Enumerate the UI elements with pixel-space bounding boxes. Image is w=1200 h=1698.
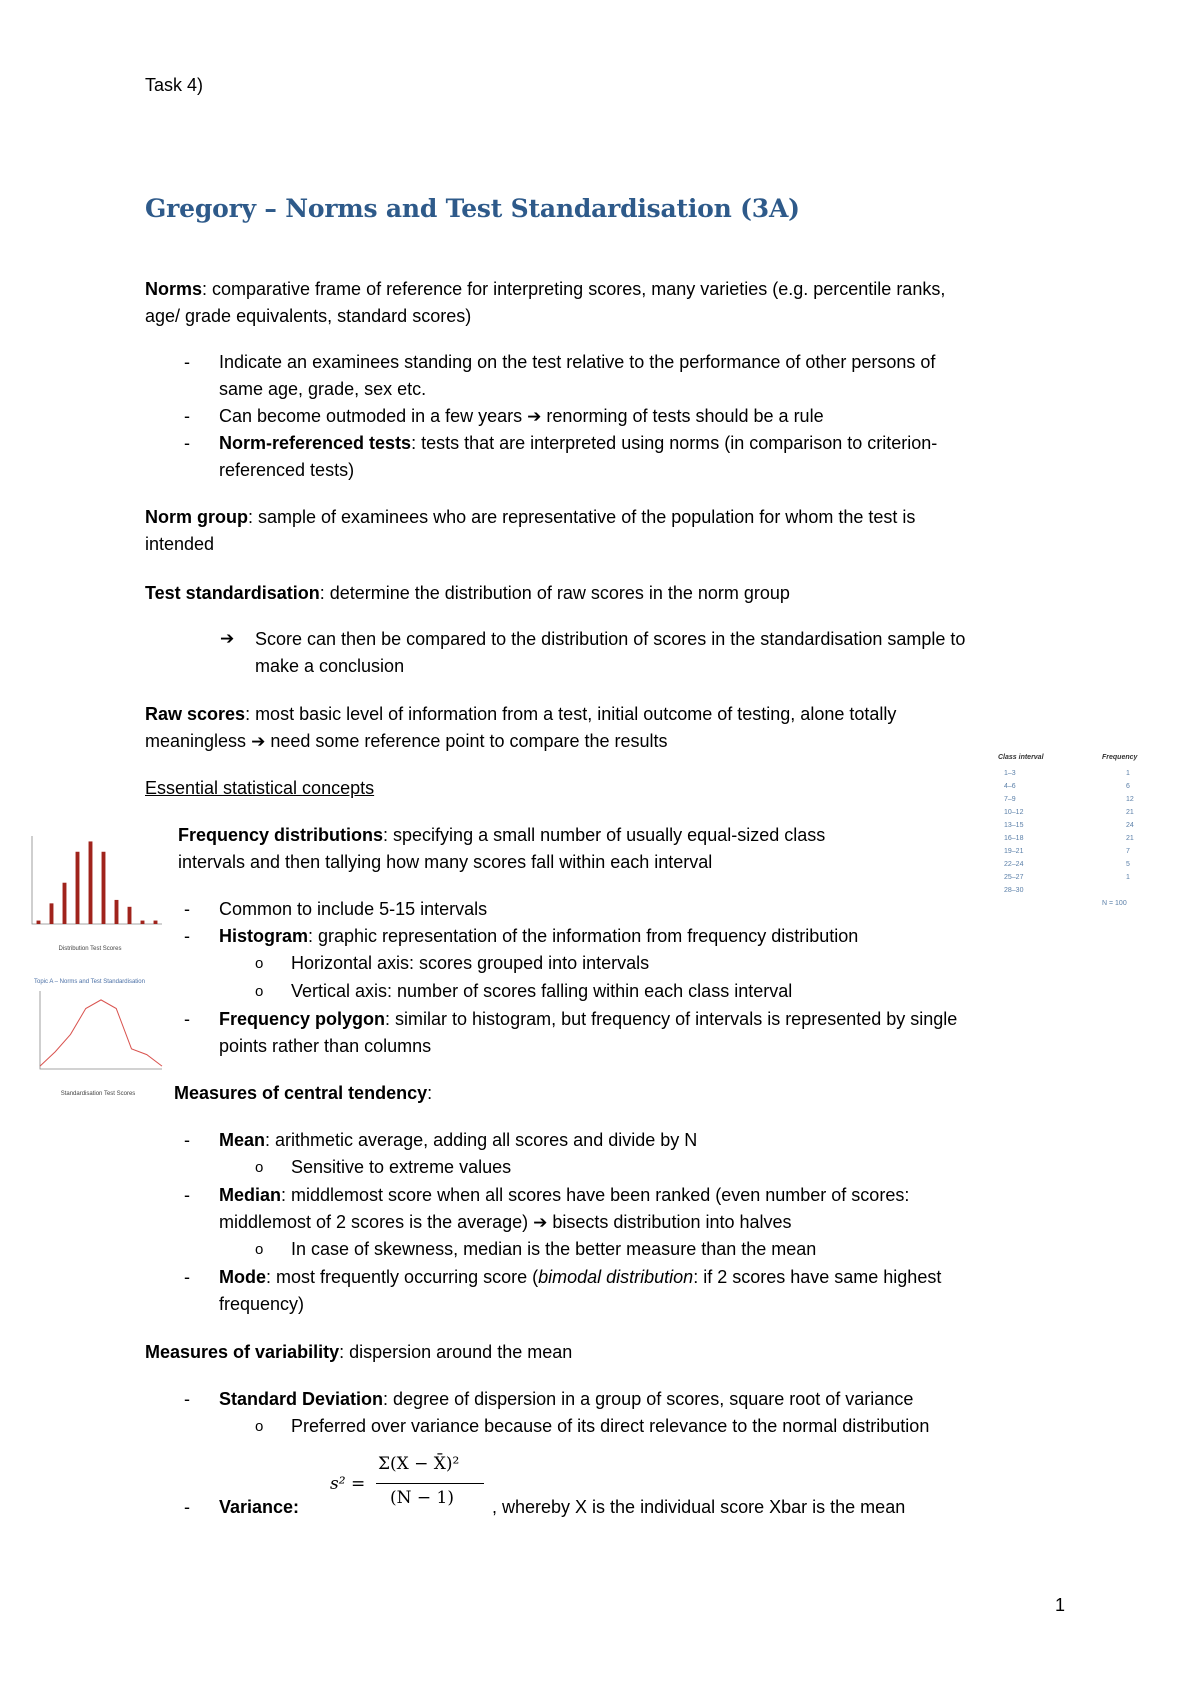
raw-scores-def-1: : most basic level of information from a test, initial outcome of testing, alone totally <box>245 704 897 724</box>
polygon-thumbnail <box>28 975 168 1105</box>
table-cell-interval: 22–24 <box>1004 861 1024 868</box>
frequency-table <box>990 750 1150 910</box>
table-cell-interval: 16–18 <box>1004 835 1024 842</box>
mean-bullet <box>219 1129 697 1151</box>
table-col-class-interval: Class interval <box>998 754 1044 761</box>
table-cell-frequency: 21 <box>1126 809 1134 816</box>
histogram-bar <box>128 907 132 924</box>
table-cell-frequency: 5 <box>1126 861 1130 868</box>
right-arrow-icon: ➔ <box>527 407 542 427</box>
table-cell-interval: 4–6 <box>1004 783 1016 790</box>
bimodal-term: bimodal distribution <box>538 1267 694 1287</box>
raw-scores-paragraph <box>145 703 896 725</box>
freq-def-2: intervals and then tallying how many scores fall within each interval <box>178 852 713 872</box>
histogram-bar <box>89 841 93 924</box>
histogram-thumbnail <box>18 828 168 960</box>
histogram-def: : graphic representation of the information from frequency distribution <box>308 926 859 946</box>
table-cell-frequency: 24 <box>1126 822 1134 829</box>
table-cell-frequency: 6 <box>1126 783 1130 790</box>
norm-group-paragraph <box>145 506 915 528</box>
raw-scores-term: Raw scores <box>145 704 246 724</box>
freq-bullet-1: Common to include 5-15 intervals <box>219 899 488 919</box>
mean-term: Mean <box>219 1130 266 1150</box>
histogram-bullet <box>219 925 858 947</box>
variability-def: : dispersion around the mean <box>339 1342 573 1362</box>
median-def-2 <box>219 1211 792 1234</box>
histogram-bar <box>76 852 80 924</box>
formula-numerator: Σ(X − X̄)² <box>378 1454 460 1474</box>
raw-scores-pre: meaningless <box>145 731 252 751</box>
histogram-bar <box>141 921 145 924</box>
mode-def-2: frequency) <box>219 1294 305 1314</box>
circle-bullet-icon: o <box>255 1418 264 1435</box>
table-col-frequency: Frequency <box>1102 754 1138 761</box>
sd-term: Standard Deviation <box>219 1389 384 1409</box>
polygon-axes <box>40 991 162 1069</box>
dash-bullet: - <box>184 1497 190 1517</box>
polygon-title: Topic A – Norms and Test Standardisation <box>34 979 145 985</box>
formula-fraction-bar <box>376 1483 484 1484</box>
table-cell-interval: 19–21 <box>1004 848 1024 855</box>
norms-bullet-2-pre: Can become outmoded in a few years <box>219 406 528 426</box>
test-std-def: : determine the distribution of raw scores in the norm group <box>319 583 790 603</box>
task-label: Task 4) <box>145 75 204 95</box>
median-term: Median <box>219 1185 282 1205</box>
table-cell-frequency: 7 <box>1126 848 1130 855</box>
central-tendency-term: Measures of central tendency <box>174 1083 428 1103</box>
norms-bullet-3a <box>219 432 937 454</box>
circle-bullet-icon: o <box>255 1159 264 1176</box>
variance-term: Variance: <box>219 1497 300 1517</box>
norms-bullet-1a: Indicate an examinees standing on the test relative to the performance of other persons of <box>219 352 936 372</box>
norm-referenced-term: Norm-referenced tests <box>219 433 412 453</box>
table-cell-frequency: 12 <box>1126 796 1134 803</box>
median-pre: middlemost of 2 scores is the average) <box>219 1212 534 1232</box>
histogram-bar <box>115 900 119 924</box>
mean-sub-1: Sensitive to extreme values <box>291 1157 512 1177</box>
variability-paragraph <box>145 1341 572 1363</box>
histogram-chart <box>18 828 168 960</box>
sd-bullet <box>219 1388 913 1410</box>
page-title: Gregory – Norms and Test Standardisation (3A) <box>145 194 800 223</box>
median-bullet <box>219 1184 909 1206</box>
norms-paragraph <box>145 278 945 300</box>
median-sub-1: In case of skewness, median is the better measure than the mean <box>291 1239 817 1259</box>
histogram-sub-1: Horizontal axis: scores grouped into intervals <box>291 953 650 973</box>
histogram-bar <box>102 852 106 924</box>
freq-paragraph <box>178 824 825 846</box>
circle-bullet-icon: o <box>255 955 264 972</box>
central-tendency-heading <box>174 1082 432 1104</box>
freq-def-1: : specifying a small number of usually equal-sized class <box>383 825 826 845</box>
norms-bullet-2 <box>219 405 824 428</box>
mode-pre: : most frequently occurring score ( <box>266 1267 539 1287</box>
median-post: bisects distribution into halves <box>547 1212 792 1232</box>
raw-scores-def-2 <box>145 730 668 753</box>
table-cell-frequency: 1 <box>1126 770 1130 777</box>
sd-sub-1: Preferred over variance because of its direct relevance to the normal distribution <box>291 1416 930 1436</box>
dash-bullet: - <box>184 433 190 453</box>
polygon-bullet <box>219 1008 957 1030</box>
dash-bullet: - <box>184 1267 190 1287</box>
histogram-bar <box>37 921 41 924</box>
formula-denominator: (N − 1) <box>390 1488 455 1508</box>
dash-bullet: - <box>184 352 190 372</box>
central-tendency-colon: : <box>427 1083 433 1103</box>
histogram-xlabel: Distribution Test Scores <box>58 946 122 952</box>
mode-bullet <box>219 1266 941 1288</box>
test-std-arrow-2: make a conclusion <box>255 656 405 676</box>
page-number: 1 <box>1055 1595 1066 1615</box>
table-cell-frequency: 1 <box>1126 874 1130 881</box>
freq-term: Frequency distributions <box>178 825 384 845</box>
raw-scores-post: need some reference point to compare the results <box>265 731 668 751</box>
polygon-term: Frequency polygon <box>219 1009 386 1029</box>
histogram-bar <box>154 921 158 924</box>
circle-bullet-icon: o <box>255 1241 264 1258</box>
variance-formula <box>330 1450 490 1520</box>
polygon-def-2: points rather than columns <box>219 1036 432 1056</box>
right-arrow-icon: ➔ <box>220 629 235 649</box>
right-arrow-icon: ➔ <box>533 1213 548 1233</box>
polygon-chart <box>28 975 168 1105</box>
dash-bullet: - <box>184 1389 190 1409</box>
norm-group-term: Norm group <box>145 507 248 527</box>
circle-bullet-icon: o <box>255 983 264 1000</box>
histogram-term: Histogram <box>219 926 309 946</box>
formula-lhs: s² = <box>330 1474 366 1494</box>
essential-concepts-heading: Essential statistical concepts <box>145 778 375 798</box>
histogram-bar <box>63 883 67 924</box>
test-std-term: Test standardisation <box>145 583 320 603</box>
table-total: N = 100 <box>1102 900 1127 907</box>
norms-term: Norms <box>145 279 203 299</box>
histogram-bar <box>50 903 54 924</box>
dash-bullet: - <box>184 1130 190 1150</box>
sd-def: : degree of dispersion in a group of scores, square root of variance <box>383 1389 914 1409</box>
norm-group-def-2: intended <box>145 534 215 554</box>
table-cell-frequency: 21 <box>1126 835 1134 842</box>
table-cell-interval: 28–30 <box>1004 887 1024 894</box>
norm-group-def-1: : sample of examinees who are representative of the population for whom the test is <box>248 507 916 527</box>
table-cell-interval: 1–3 <box>1004 770 1016 777</box>
test-std-paragraph <box>145 582 790 604</box>
dash-bullet: - <box>184 926 190 946</box>
polygon-def-1: : similar to histogram, but frequency of intervals is represented by single <box>385 1009 958 1029</box>
mean-def: : arithmetic average, adding all scores and divide by N <box>265 1130 698 1150</box>
mode-post: : if 2 scores have same highest <box>693 1267 942 1287</box>
histogram-sub-2: Vertical axis: number of scores falling within each class interval <box>291 981 793 1001</box>
table-cell-interval: 25–27 <box>1004 874 1024 881</box>
table-cell-interval: 7–9 <box>1004 796 1016 803</box>
polygon-xlabel: Standardisation Test Scores <box>60 1091 136 1097</box>
test-std-arrow-1: Score can then be compared to the distribution of scores in the standardisation sample to <box>255 629 966 649</box>
norms-bullet-3b: referenced tests) <box>219 460 355 480</box>
norms-bullet-1b: same age, grade, sex etc. <box>219 379 427 399</box>
table-cell-interval: 13–15 <box>1004 822 1024 829</box>
norms-bullet-2-post: renorming of tests should be a rule <box>541 406 824 426</box>
dash-bullet: - <box>184 406 190 426</box>
norms-def-1: : comparative frame of reference for interpreting scores, many varieties (e.g. percentile ranks, <box>202 279 946 299</box>
variability-term: Measures of variability <box>145 1342 340 1362</box>
dash-bullet: - <box>184 899 190 919</box>
median-def-1: : middlemost score when all scores have been ranked (even number of scores: <box>281 1185 910 1205</box>
polygon-line <box>40 1000 162 1066</box>
dash-bullet: - <box>184 1009 190 1029</box>
right-arrow-icon: ➔ <box>251 732 266 752</box>
norms-def-2: age/ grade equivalents, standard scores) <box>145 306 472 326</box>
mode-term: Mode <box>219 1267 266 1287</box>
table-cell-interval: 10–12 <box>1004 809 1024 816</box>
variance-post: , whereby X is the individual score Xbar is the mean <box>492 1497 906 1517</box>
dash-bullet: - <box>184 1185 190 1205</box>
norms-bullet-3-def: : tests that are interpreted using norms (in comparison to criterion- <box>411 433 938 453</box>
